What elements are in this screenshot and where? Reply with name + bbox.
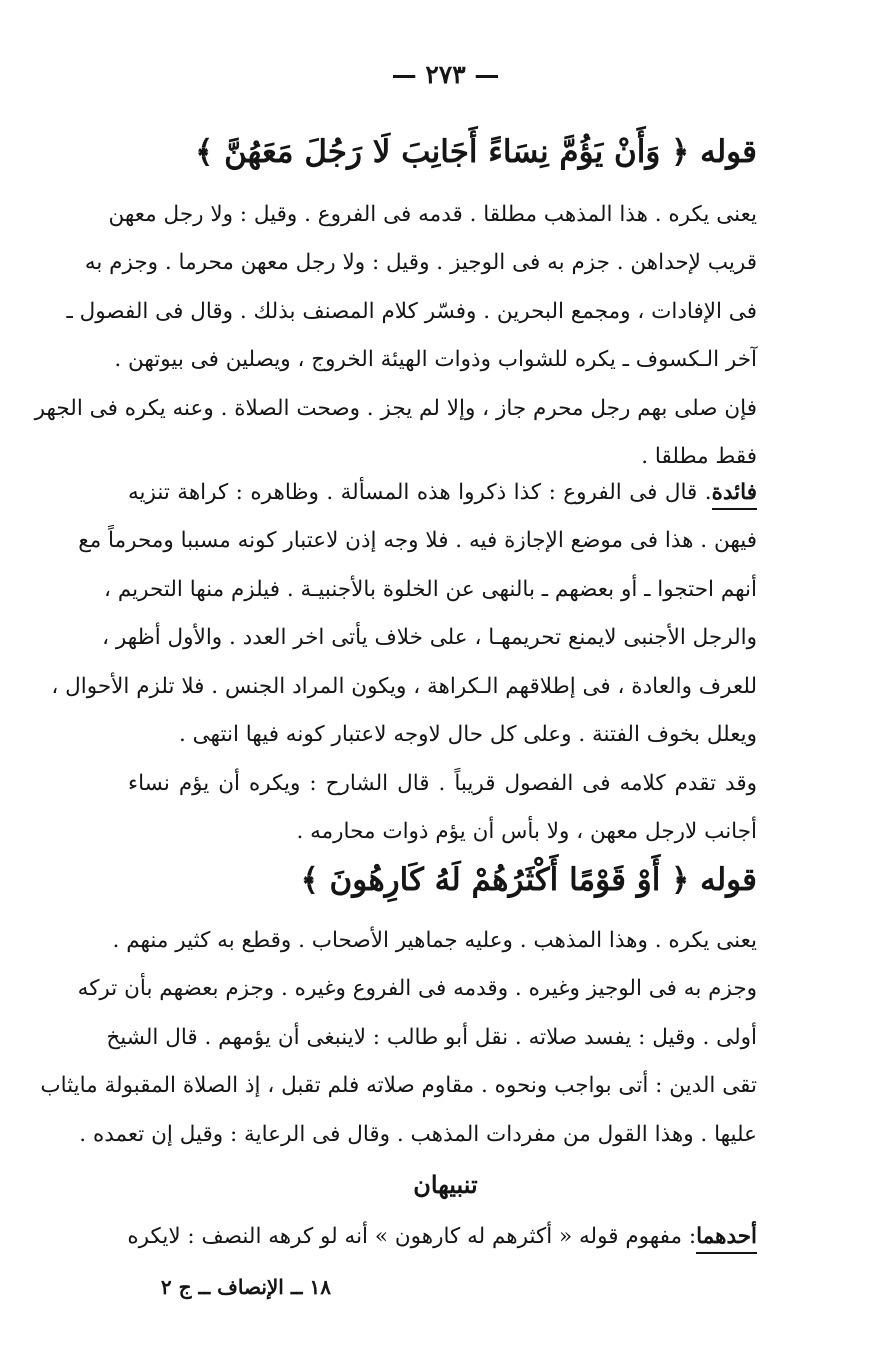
page-number: — ٢٧٣ —: [391, 60, 500, 89]
text-line: والرجل الأجنبى لايمنع تحريمهـا ، على خلاف يأتى اخر العدد . والأول أظهر ،: [102, 625, 757, 651]
text-line: للعرف والعادة ، فى إطلاقهم الـكراهة ، ويكون المراد الجنس . فلا تلزم الأحوال ،: [51, 673, 757, 699]
text-line: وقد تقدم كلامه فى الفصول قريباً . قال الشارح : ويكره أن يؤم نساء: [128, 771, 757, 796]
tanbih-line: : مفهوم قوله « أكثرهم له كارهون » أنه لو كرهه النصف : لايكره: [127, 1224, 697, 1249]
paragraph-1: [34, 191, 757, 481]
paragraph-sharih: [128, 760, 757, 857]
text-line: فى الإفادات ، ومجمع البحرين . وفسّر كلام المصنف بذلك . وقال فى الفصول ـ: [66, 298, 757, 324]
text-line: عليها . وهذا القول من مفردات المذهب . وقال فى الرعاية : وقيل إن تعمده .: [79, 1121, 757, 1147]
paragraph-2: [40, 917, 757, 1159]
text-line: أولى . وقيل : يفسد صلاته . نقل أبو طالب : لاينبغى أن يؤمهم . قال الشيخ: [106, 1024, 757, 1050]
text-line: أنهم احتجوا ـ أو بعضهم ـ بالنهى عن الخلوة بالأجنبيـة . فيلزم منها التحريم ،: [104, 576, 757, 602]
tanbihan-title: تنبيهان: [413, 1170, 478, 1199]
text-line: تقى الدين : أتى بواجب ونحوه . مقاوم صلاته فلم تقبل ، إذ الصلاة المقبولة مايثاب: [40, 1073, 757, 1099]
text-line: فيهن . هذا فى موضع الإجازة فيه . فلا وجه إذن لاعتبار كونه مسببا ومحرماً مع: [78, 528, 757, 554]
ahaduhuma-label: أحدهما: [696, 1224, 757, 1254]
text-line: فقط مطلقا .: [641, 444, 757, 470]
paragraph-tanbih: [128, 1213, 757, 1261]
faida-first-line: . قال فى الفروع : كذا ذكروا هذه المسألة . وظاهره : كراهة تنزيه: [128, 480, 712, 505]
text-line: آخر الـكسوف ـ يكره للشواب وذوات الهيئة الخروج ، ويصلين فى بيوتهن .: [114, 347, 757, 373]
text-line: ويعلل بخوف الفتنة . وعلى كل حال لاوجه لاعتبار كونه فيها انتهى .: [178, 722, 757, 748]
text-line: قريب لإحداهن . جزم به فى الوجيز . وقيل : ولا رجل معهن محرما . وجزم به: [84, 250, 757, 276]
section-heading-1: قوله ﴿ وَأَنْ يَؤُمَّ نِسَاءً أَجَانِبَ لَا رَجُلَ مَعَهُنَّ ﴾: [195, 134, 757, 170]
text-line: وجزم به فى الوجيز وغيره . وقدمه فى الفروع وغيره . وجزم بعضهم بأن تركه: [77, 976, 757, 1002]
section-heading-2: قوله ﴿ أَوْ قَوْمًا أَكْثَرُهُمْ لَهُ كَارِهُونَ ﴾: [300, 862, 757, 898]
text-line: يعنى يكره . وهذا المذهب . وعليه جماهير الأصحاب . وقطع به كثير منهم .: [112, 928, 757, 953]
text-line: [128, 469, 757, 517]
footer-signature: ١٨ ــ الإنصاف ــ ج ٢: [160, 1275, 331, 1299]
text-line: فإن صلى بهم رجل محرم جاز ، وإلا لم يجز . وصحت الصلاة . وعنه يكره فى الجهر: [34, 395, 757, 421]
faida-label: فائدة: [712, 480, 757, 510]
paragraph-faida: [51, 469, 757, 759]
text-line: أجانب لارجل معهن ، ولا بأس أن يؤم ذوات محارمه .: [296, 819, 757, 845]
text-line: [128, 1213, 757, 1261]
text-line: يعنى يكره . هذا المذهب مطلقا . قدمه فى الفروع . وقيل : ولا رجل معهن: [108, 202, 757, 227]
